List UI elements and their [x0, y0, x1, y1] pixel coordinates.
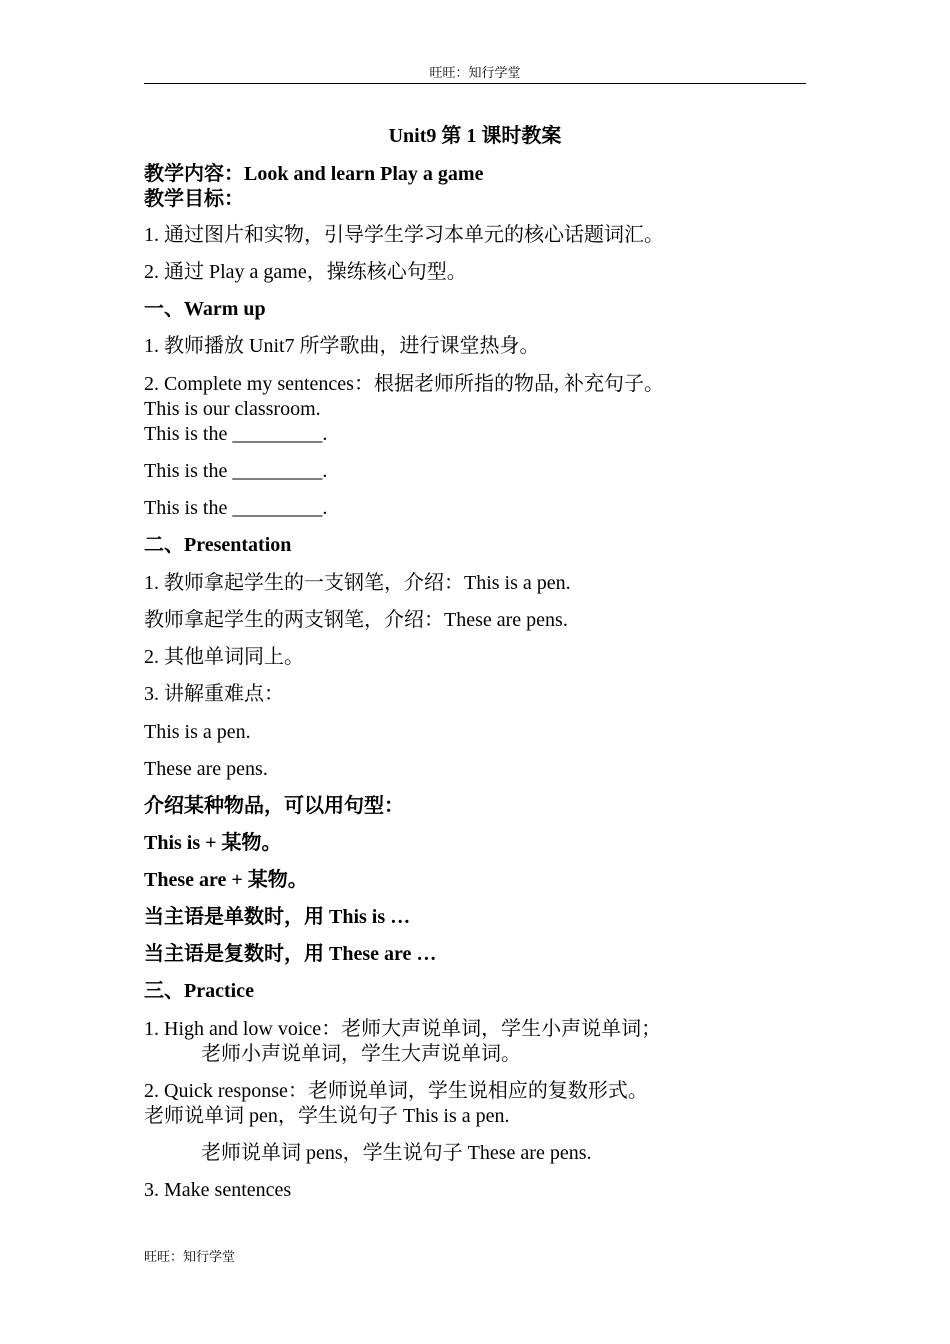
practice-item-1-cont: 老师小声说单词，学生大声说单词。	[201, 1043, 521, 1065]
grammar-pattern-plural: These are + 某物。	[144, 869, 308, 891]
presentation-item-3: 3. 讲解重难点：	[144, 683, 284, 705]
practice-item-2-example-1: 老师说单词 pen，学生说句子 This is a pen.	[144, 1105, 510, 1127]
section-practice-heading: 三、Practice	[144, 980, 254, 1002]
practice-item-2-example-2: 老师说单词 pens，学生说句子 These are pens.	[201, 1142, 592, 1164]
grammar-rule-singular: 当主语是单数时，用 This is …	[144, 906, 411, 928]
practice-item-3: 3. Make sentences	[144, 1179, 292, 1201]
presentation-item-2: 2. 其他单词同上。	[144, 646, 304, 668]
teaching-goals-heading: 教学目标：	[144, 188, 244, 210]
example-sentence: This is our classroom.	[144, 398, 321, 420]
goal-item-1: 1. 通过图片和实物，引导学生学习本单元的核心话题词汇。	[144, 224, 664, 246]
document-title: Unit9 第 1 课时教案	[388, 125, 562, 147]
presentation-item-1b: 教师拿起学生的两支钢笔，介绍：These are pens.	[144, 609, 568, 631]
grammar-rule-plural: 当主语是复数时，用 These are …	[144, 943, 437, 965]
key-sentence-singular: This is a pen.	[144, 721, 251, 743]
grammar-note-intro: 介绍某种物品，可以用句型：	[144, 795, 404, 817]
fill-blank-sentence-3: This is the _________.	[144, 497, 328, 519]
section-presentation-heading: 二、Presentation	[144, 534, 292, 556]
page-header: 旺旺：知行学堂	[429, 65, 521, 80]
goal-item-2: 2. 通过 Play a game，操练核心句型。	[144, 261, 467, 283]
page-footer: 旺旺：知行学堂	[144, 1249, 236, 1264]
fill-blank-sentence-2: This is the _________.	[144, 460, 328, 482]
warm-up-item-2: 2. Complete my sentences：根据老师所指的物品, 补充句子。	[144, 373, 664, 395]
presentation-item-1: 1. 教师拿起学生的一支钢笔，介绍：This is a pen.	[144, 572, 571, 594]
key-sentence-plural: These are pens.	[144, 758, 268, 780]
header-rule	[144, 83, 806, 84]
teaching-content-line: 教学内容：Look and learn Play a game	[144, 163, 484, 185]
section-warm-up-heading: 一、Warm up	[144, 298, 266, 320]
fill-blank-sentence-1: This is the _________.	[144, 423, 328, 445]
practice-item-1: 1. High and low voice：老师大声说单词，学生小声说单词；	[144, 1018, 662, 1040]
grammar-pattern-singular: This is + 某物。	[144, 832, 282, 854]
practice-item-2: 2. Quick response：老师说单词，学生说相应的复数形式。	[144, 1080, 648, 1102]
warm-up-item-1: 1. 教师播放 Unit7 所学歌曲，进行课堂热身。	[144, 335, 540, 357]
